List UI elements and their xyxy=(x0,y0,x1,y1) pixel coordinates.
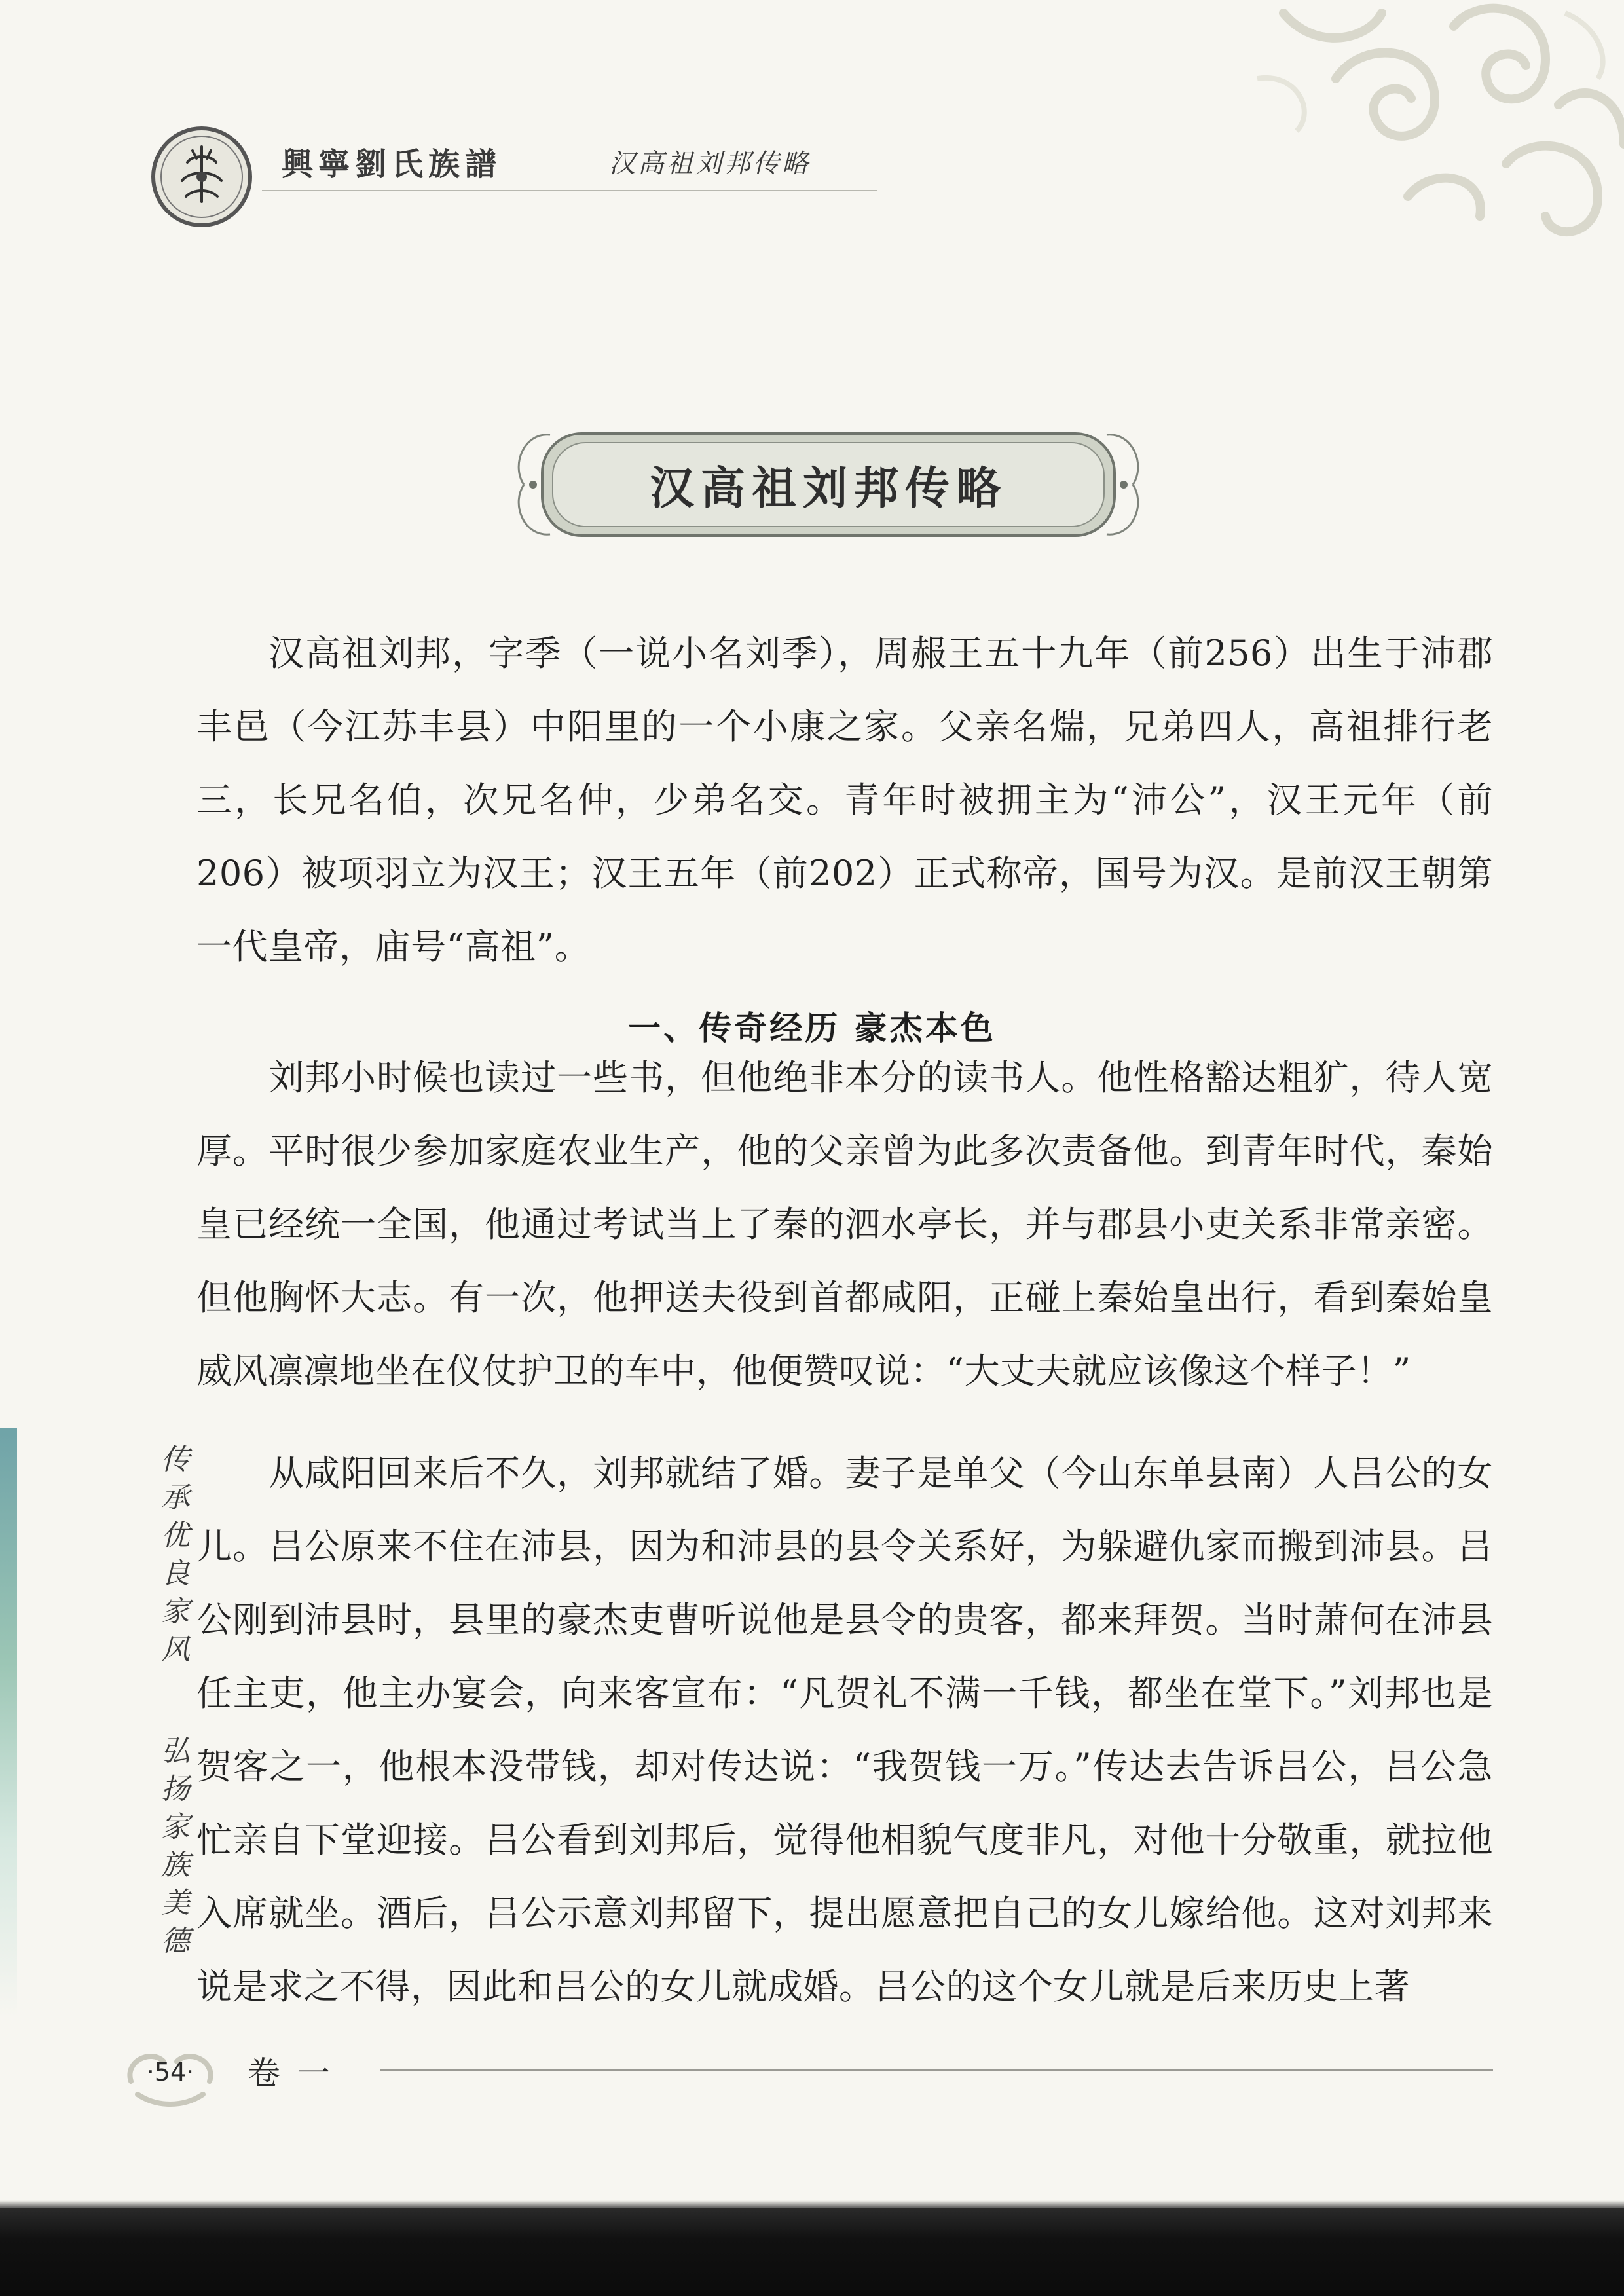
body-paragraph: 刘邦小时候也读过一些书，但他绝非本分的读书人。他性格豁达粗犷，待人宽厚。平时很少参加家庭农业生产，他的父亲曾为此多次责备他。到青年时代，秦始皇已经统一全国，他通过考试当上了秦的泗水亭长，并与郡县小吏关系非常亲密。但他胸怀大志。有一次，他押送夫役到首都咸阳，正碰上秦始皇出行，看到秦始皇威风凛凛地坐在仪仗护卫的车中，他便赞叹说：“大丈夫就应该像这个样子！” xyxy=(196,1057,1493,1392)
family-emblem-icon xyxy=(149,124,254,229)
running-section-title: 汉高祖刘邦传略 xyxy=(609,149,811,179)
body-paragraph: 从咸阳回来后不久，刘邦就结了婚。妻子是单父（今山东单县南）人吕公的女儿。吕公原来不住在沛县，因为和沛县的县令关系好，为躲避仇家而搬到沛县。吕公刚到沛县时，县里的豪杰吏曹听说他是县令的贵客，都来拜贺。当时萧何在沛县任主吏，他主办宴会，向来客宣布：“凡贺礼不满一千钱，都坐在堂下。”刘邦也是贺客之一，他根本没带钱，却对传达说：“我贺钱一万。”传达去告诉吕公，吕公急忙亲自下堂迎接。吕公看到刘邦后，觉得他相貌气度非凡，对他十分敬重，就拉他入席就坐。酒后，吕公示意刘邦留下，提出愿意把自己的女儿嫁给他。这对刘邦来说是求之不得，因此和吕公的女儿就成婚。吕公的这个女儿就是后来历史上著 xyxy=(196,1453,1493,2007)
intro-paragraph: 汉高祖刘邦，字季（一说小名刘季），周赧王五十九年（前256）出生于沛郡丰邑（今江苏丰县）中阳里的一个小康之家。父亲名煓，兄弟四人，高祖排行老三，长兄名伯，次兄名仲，少弟名交。青年时被拥主为“沛公”，汉王元年（前206）被项羽立为汉王；汉王五年（前202）正式称帝，国号为汉。是前汉王朝第一代皇帝，庙号“高祖”。 xyxy=(196,633,1493,967)
section-heading: 一、传奇经历 豪杰本色 xyxy=(628,1009,996,1047)
left-edge-photo-strip xyxy=(0,1428,17,2017)
scan-bottom-edge xyxy=(0,2208,1624,2296)
cloud-ornament-corner xyxy=(1257,0,1624,249)
article-title: 汉高祖刘邦传略 xyxy=(649,463,1007,515)
margin-calligraphy-line: 传承优良家风 xyxy=(156,1444,189,1672)
page-number: ·54· xyxy=(146,2058,194,2086)
footer-divider xyxy=(380,2069,1493,2071)
book-title: 興寧劉氏族譜 xyxy=(282,146,502,183)
header-divider xyxy=(262,190,877,191)
margin-calligraphy-line: 弘扬家族美德 xyxy=(156,1735,189,1963)
volume-label: 卷一 xyxy=(248,2054,347,2092)
